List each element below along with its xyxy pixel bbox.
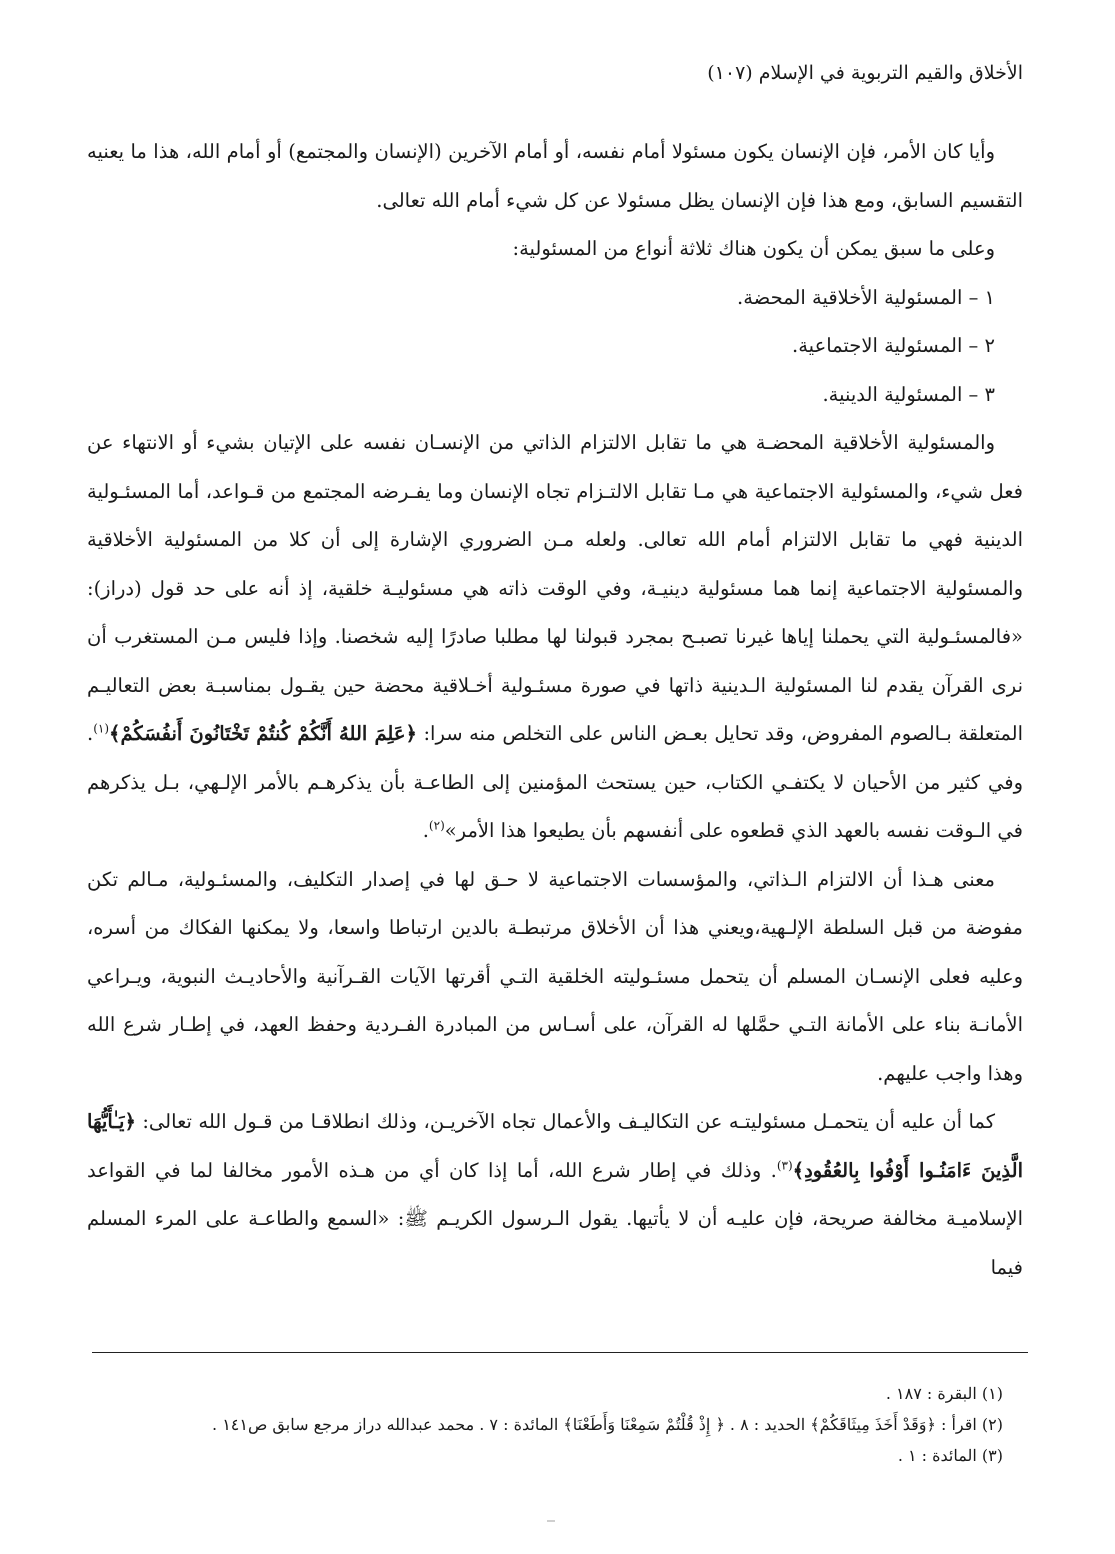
footnote-ref-3: (٣): [776, 1158, 793, 1172]
paragraph-3-end: .: [422, 819, 429, 842]
paragraph-3-text-b: . وفي كثير من الأحيان لا يكتفـي الكتاب، حين يستحث المؤمنين إلى الطاعـة بأن يذكرهـم بالأمر الإلـهي، بـل يذكرهم في الـوقت نفسه بالعهد الذي قطعوه على أنفسهم بأن يطيعوا هذا الأمر»: [87, 722, 1023, 842]
list-item-2: ٢ – المسئولية الاجتماعية.: [792, 334, 995, 357]
running-header: الأخلاق والقيم التربوية في الإسلام (١٠٧): [707, 62, 1023, 84]
footnote-divider: [92, 1352, 1028, 1353]
paragraph-1: وأيا كان الأمر، فإن الإنسان يكون مسئولا أمام نفسه، أو أمام الآخرين (الإنسان والمجتمع) أو أمام الله، هذا ما يعنيه التقسيم السابق، ومع هذا فإن الإنسان يظل مسئولا عن كل شيء أمام الله تعالى.: [87, 140, 1023, 212]
paragraph-5: [87, 1098, 1023, 1292]
main-text: [87, 128, 1023, 1292]
footnote-ref-2: (٢): [428, 818, 445, 833]
paragraph-4: معنى هـذا أن الالتزام الـذاتي، والمؤسسات الاجتماعية لا حـق لها في إصدار التكليف، والمسئـولية، مـالم تكن مفوضة من قبل السلطة الإلـهية،ويعني هذا أن الأخلاق مرتبطـة بالدين ارتباطا واسعا، ولا يمكنها الفكاك من أسره، وعليه فعلى الإنسـان المسلم أن يتحمل مسئـوليته الخلقية التـي أقرتها الآيات القـرآنية والأحاديـث النبوية، ويـراعي الأمانـة بناء على الأمانة التـي حمَّلها له القرآن، على أسـاس من المبادرة الفـردية وحفظ العهد، في إطـار شرع الله وهذا واجب عليهم.: [87, 867, 1023, 1085]
paragraph-3: [87, 419, 1023, 856]
paragraph-5-text-b: . وذلك في إطار شرع الله، أما إذا كان أي من هـذه الأمور مخالفا لما في القواعد الإسلاميـة مخالفة صريحة، فإن عليـه أن لا يأتيها. يقول الـرسول الكريـم ﷺ: «السمع والطاعـة على المرء المسلم فيما: [87, 1158, 1023, 1279]
footnotes: [87, 1378, 1003, 1471]
scan-mark: [547, 1520, 555, 1522]
paragraph-2: وعلى ما سبق يمكن أن يكون هناك ثلاثة أنواع من المسئولية:: [512, 237, 995, 260]
footnote-2: (٢) اقرأ : ﴿وَقَدْ أَخَذَ مِيثَاقَكُمْ﴾ الحديد : ٨ . ﴿ إِذْ قُلْتُمْ سَمِعْنَا وَأَطَعْنَا﴾ المائدة : ٧ . محمد عبدالله دراز مرجع سابق ص١٤١ .: [212, 1415, 1003, 1434]
quran-verse-2: ﴿يَـٰأَيُّهَا الَّذِينَ ءَامَنُـوا أَوْفُوا بِالعُقُودِ﴾: [87, 1110, 1024, 1182]
footnote-1: (١) البقرة : ١٨٧ .: [885, 1384, 1003, 1403]
footnote-ref-1: (١): [93, 721, 110, 736]
list-item-3: ٣ – المسئولية الدينية.: [822, 382, 995, 406]
paragraph-3-text-a: والمسئولية الأخلاقية المحضـة هي ما تقابل الالتزام الذاتي من الإنسـان نفسه على الإتيان بشيء أو الانتهاء عن فعل شيء، والمسئولية الاجتماعية هي مـا تقابل الالتـزام تجاه الإنسان وما يفـرضه المجتمع من قـواعد، أما المسئـولية الدينية فهي ما تقابل الالتزام أمام الله تعالى. ولعله مـن الضروري الإشارة إلى أن كلا من المسئولية الأخلاقية والمسئولية الاجتماعية إنما هما مسئولية دينيـة، وفي الوقت ذاته هي مسئوليـة خلقية، إذ أنه على حد قول (دراز): «فالمسئـولية التي يحملنا إياها غيرنا تصبـح بمجرد قبولنا لها مطلبا صادرًا إليه شخصنا. وإذا فليس مـن المستغرب أن نرى القرآن يقدم لنا المسئولية الـدينية ذاتها في صورة مسئـولية أخـلاقية محضة حين يقـول بمناسبـة بعض التعاليـم المتعلقة بـالصوم المفروض، وقد تحايل بعـض الناس على التخلص منه سرا:: [87, 431, 1023, 745]
paragraph-5-text-a: كما أن عليه أن يتحمـل مسئوليتـه عن التكاليـف والأعمال تجاه الآخريـن، وذلك انطلاقـا من قـول الله تعالى:: [142, 1110, 995, 1133]
footnote-3: (٣) المائدة : ١ .: [897, 1446, 1003, 1465]
quran-verse-1: ﴿عَلِمَ اللهُ أَنَّكُمْ كُنتُمْ تَخْتَانُونَ أَنفُسَكُمْ﴾: [109, 722, 417, 745]
list-item-1: ١ – المسئولية الأخلاقية المحضة.: [737, 285, 995, 309]
